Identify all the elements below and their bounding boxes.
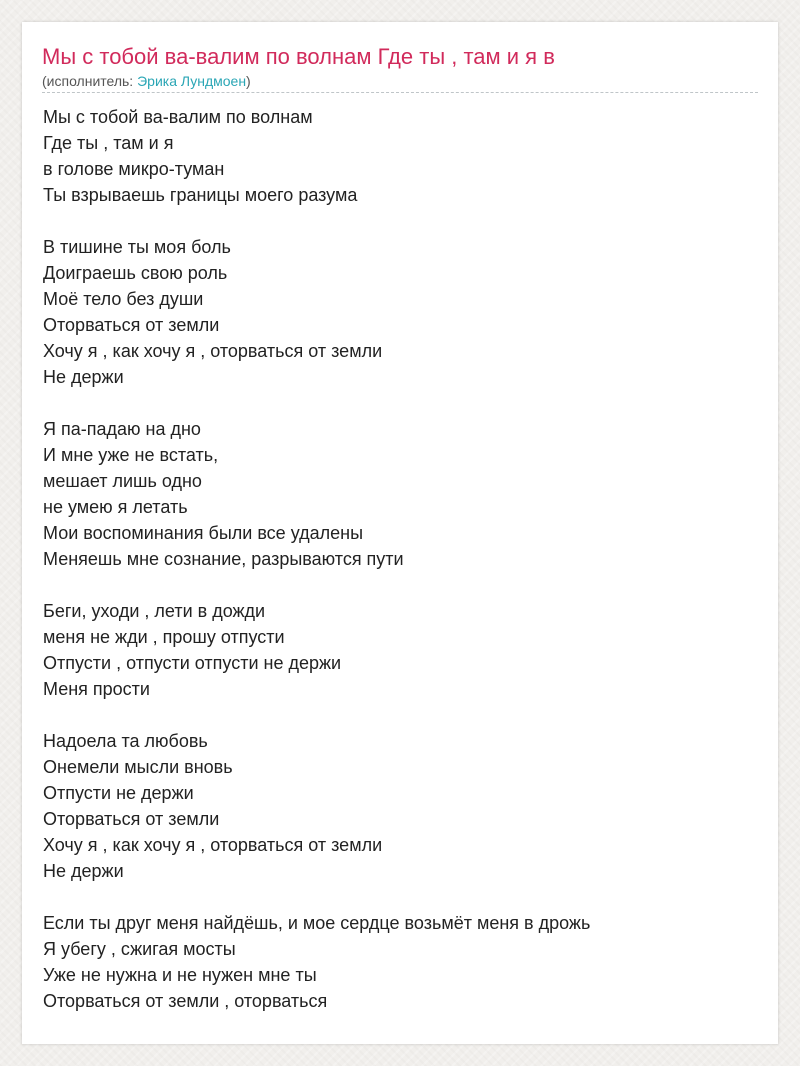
artist-suffix: ) xyxy=(246,73,251,89)
lyric-line: Где ты , там и я xyxy=(43,133,174,153)
lyric-line: Ты взрываешь границы моего разума xyxy=(43,185,358,205)
lyric-line: Оторваться от земли xyxy=(43,809,220,829)
lyric-line: мешает лишь одно xyxy=(43,471,202,491)
lyric-line: Я па-падаю на дно xyxy=(43,419,201,439)
lyric-line: Уже не нужна и не нужен мне ты xyxy=(43,965,317,985)
lyrics-stanza xyxy=(43,104,763,208)
lyric-line: не умею я летать xyxy=(43,497,188,517)
lyric-line: Беги, уходи , лети в дожди xyxy=(43,601,266,621)
lyric-line: Оторваться от земли , оторваться xyxy=(43,991,328,1011)
lyric-line: в голове микро-туман xyxy=(43,159,225,179)
lyric-line: Не держи xyxy=(43,861,124,881)
lyric-line: Оторваться от земли xyxy=(43,315,220,335)
lyrics-stanza xyxy=(43,598,763,702)
lyric-line: Хочу я , как хочу я , оторваться от земли xyxy=(43,835,383,855)
song-title: Мы с тобой ва-валим по волнам Где ты , там и я в xyxy=(42,44,555,69)
lyrics-stanza xyxy=(43,234,763,390)
lyric-line: Доиграешь свою роль xyxy=(43,263,228,283)
lyric-line: Меняешь мне сознание, разрываются пути xyxy=(43,549,404,569)
lyric-line: Хочу я , как хочу я , оторваться от земли xyxy=(43,341,383,361)
artist-line xyxy=(42,72,251,90)
lyric-line: Онемели мысли вновь xyxy=(43,757,233,777)
lyric-line: Отпусти не держи xyxy=(43,783,194,803)
header-divider xyxy=(42,92,758,93)
lyric-line: Моё тело без души xyxy=(43,289,204,309)
lyric-line: И мне уже не встать, xyxy=(43,445,219,465)
lyric-line: В тишине ты моя боль xyxy=(43,237,231,257)
artist-prefix: (исполнитель: xyxy=(42,73,138,89)
lyric-line: меня не жди , прошу отпусти xyxy=(43,627,285,647)
lyrics-stanza xyxy=(43,416,763,572)
lyric-line: Отпусти , отпусти отпусти не держи xyxy=(43,653,342,673)
lyrics-stanza xyxy=(43,910,763,1014)
lyric-line: Мои воспоминания были все удалены xyxy=(43,523,364,543)
lyrics-body xyxy=(43,104,763,1040)
lyric-line: Надоела та любовь xyxy=(43,731,208,751)
lyric-line: Мы с тобой ва-валим по волнам xyxy=(43,107,313,127)
lyric-line: Не держи xyxy=(43,367,124,387)
lyric-line: Я убегу , сжигая мосты xyxy=(43,939,236,959)
lyric-line: Если ты друг меня найдёшь, и мое сердце возьмёт меня в дрожь xyxy=(43,913,591,933)
lyric-line: Меня прости xyxy=(43,679,150,699)
artist-link[interactable]: Эрика Лундмоен xyxy=(137,73,247,89)
lyrics-stanza xyxy=(43,728,763,884)
lyrics-card xyxy=(22,22,778,1044)
